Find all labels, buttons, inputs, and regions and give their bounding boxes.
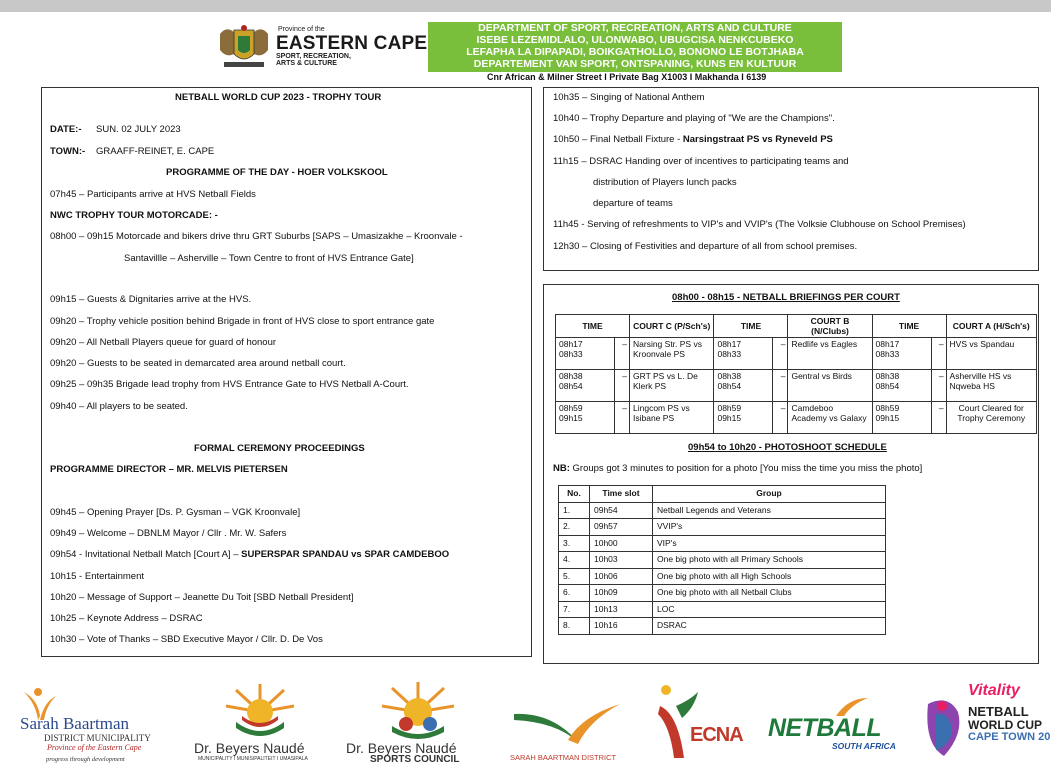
time-cell (556, 402, 615, 434)
time-slot-cell: 10h06 (590, 568, 653, 585)
motorcade-heading: NWC TROPHY TOUR MOTORCADE: - (50, 210, 218, 221)
dsrac-line-1: 11h15 – DSRAC Handing over of incentives to participating teams and (553, 156, 849, 167)
ecna-text: ECNA (690, 724, 743, 746)
dept-line-3: LEFAPHA LA DIPAPADI, BOIKGATHOLLO, BONONO LE BOTJHABA (466, 46, 804, 58)
no-cell: 2. (559, 519, 590, 536)
no-cell: 8. (559, 618, 590, 635)
town-value: GRAAFF-REINET, E. CAPE (96, 146, 215, 157)
group-cell: VIP's (653, 535, 886, 552)
schedule-item: 09h40 – All players to be seated. (50, 401, 188, 412)
arrive-item: 07h45 – Participants arrive at HVS Netball Fields (50, 189, 256, 200)
motorcade-line-2: Santavillle – Asherville – Town Centre to front of HVS Entrance Gate] (124, 253, 414, 264)
sb-province: Province of the Eastern Cape (47, 743, 142, 752)
no-cell: 7. (559, 601, 590, 618)
schedule-item: 09h15 – Guests & Dignitaries arrive at the HVS. (50, 294, 252, 305)
sports-sun-icon (378, 680, 458, 740)
dash-cell: – (931, 338, 946, 370)
time-end: 09h15 (717, 413, 742, 423)
time-end: 08h54 (717, 381, 742, 391)
world-cup-mark-icon (918, 694, 968, 764)
vitality-text: Vitality (968, 682, 1020, 699)
programme-director: PROGRAMME DIRECTOR – MR. MELVIS PIETERSEN (50, 464, 288, 475)
fixture-teams: Narsingstraat PS vs Ryneveld PS (682, 134, 833, 145)
court-a-cell: Asherville HS vs Nqweba HS (946, 370, 1036, 402)
ceremony-match (50, 549, 449, 561)
anthem-item: 10h35 – Singing of National Anthem (553, 92, 705, 103)
no-cell: 5. (559, 568, 590, 585)
page-title: NETBALL WORLD CUP 2023 - TROPHY TOUR (175, 92, 382, 103)
nb-text: Groups got 3 minutes to position for a photo [You miss the time you miss the photo] (569, 463, 923, 474)
time-end: 08h33 (559, 349, 583, 359)
court-a-cell: Court Cleared for Trophy Ceremony (946, 402, 1036, 434)
nwc-line-1: NETBALL (968, 704, 1029, 719)
ecna-logo (650, 684, 750, 764)
group-cell: DSRAC (653, 618, 886, 635)
top-gray-bar (0, 0, 1051, 12)
time-cell (714, 338, 773, 370)
sb-name: Sarah Baartman (20, 714, 130, 733)
address: Cnr African & Milner Street I Private Bag X1003 I Makhanda I 6139 (487, 72, 767, 82)
time-slot-cell: 10h09 (590, 585, 653, 602)
dash-cell: – (615, 338, 630, 370)
briefings-title: 08h00 - 08h15 - NETBALL BRIEFINGS PER COURT (672, 292, 900, 303)
ceremony-entertainment: 10h15 - Entertainment (50, 571, 145, 582)
time-slot-cell: 09h54 (590, 502, 653, 519)
schedule-item: 09h20 – Trophy vehicle position behind Brigade in front of HVS close to sport entrance gate (50, 316, 435, 327)
photoshoot-title: 09h54 to 10h20 - PHOTOSHOOT SCHEDULE (688, 442, 887, 453)
match-teams: SUPERSPAR SPANDAU vs SPAR CAMDEBOO (241, 549, 450, 560)
netball-text: NETBALL (768, 714, 882, 742)
header-court-b: COURT B (N/Clubs) (788, 315, 872, 338)
table-row (556, 370, 1037, 402)
beyers-naude-sports-council-logo (344, 678, 494, 764)
province-small-label: Province of the (278, 26, 325, 33)
sb-tagline: progress through development (46, 756, 125, 763)
ceremony-support: 10h20 – Message of Support – Jeanette Du Toit [SBD Netball President] (50, 592, 354, 603)
dept-line-1: DEPARTMENT OF SPORT, RECREATION, ARTS AND CULTURE (478, 22, 792, 34)
time-slot-cell: 09h57 (590, 519, 653, 536)
sun-crest-icon (222, 682, 298, 738)
nwc-line-3: CAPE TOWN 20 (968, 731, 1051, 743)
netball-player-icon (654, 684, 704, 760)
province-name: EASTERN CAPE (276, 33, 428, 54)
time-start: 08h59 (717, 403, 742, 413)
province-sub-2: ARTS & CULTURE (276, 60, 337, 67)
time-slot-cell: 10h00 (590, 535, 653, 552)
time-end: 08h54 (875, 381, 900, 391)
bn-sports-name: Dr. Beyers Naudé (346, 740, 457, 756)
time-slot-cell: 10h03 (590, 552, 653, 569)
bn-sports-sub: SPORTS COUNCIL (370, 754, 460, 765)
time-start: 08h38 (717, 371, 742, 381)
header-no: No. (559, 486, 590, 503)
briefings-table (555, 314, 1037, 434)
table-row (559, 519, 886, 536)
closing-item: 12h30 – Closing of Festivities and departure of all from school premises. (553, 241, 858, 252)
dash-cell: – (773, 338, 788, 370)
briefings-header-row (556, 315, 1037, 338)
table-row (559, 568, 886, 585)
court-b-cell: Gentral vs Birds (788, 370, 872, 402)
no-cell: 6. (559, 585, 590, 602)
table-row (559, 618, 886, 635)
date-label: DATE:- (50, 124, 82, 135)
photoshoot-note (553, 463, 922, 475)
sarah-baartman-logo (14, 684, 184, 764)
sarah-baartman-district-logo (508, 694, 628, 764)
header-time-slot: Time slot (590, 486, 653, 503)
header-time: TIME (872, 315, 946, 338)
time-cell (714, 402, 773, 434)
sbd-name: SARAH BAARTMAN DISTRICT (510, 753, 617, 762)
ceremony-heading: FORMAL CEREMONY PROCEEDINGS (194, 443, 365, 454)
province-sub-1: SPORT, RECREATION, (276, 53, 351, 60)
town-label: TOWN:- (50, 146, 86, 157)
no-cell: 4. (559, 552, 590, 569)
time-cell (714, 370, 773, 402)
dsrac-line-2: distribution of Players lunch packs (593, 177, 737, 188)
time-end: 08h33 (717, 349, 742, 359)
dept-line-2: ISEBE LEZEMIDLALO, ULONWABO, UBUGCISA NENKCUBEKO (476, 34, 794, 46)
time-cell (872, 338, 931, 370)
no-cell: 1. (559, 502, 590, 519)
netball-sa-logo (766, 696, 906, 764)
dash-cell: – (615, 370, 630, 402)
schedule-item: 09h25 – 09h35 Brigade lead trophy from HVS Entrance Gate to HVS Netball A-Court. (50, 379, 409, 390)
match-prefix: 09h54 - Invitational Netball Match [Court A] – (50, 549, 242, 560)
time-cell (556, 370, 615, 402)
group-cell: Netball Legends and Veterans (653, 502, 886, 519)
nwc-line-2: WORLD CUP (968, 718, 1042, 732)
court-b-cell: Camdeboo Academy vs Galaxy (788, 402, 872, 434)
dash-cell: – (773, 402, 788, 434)
photo-header-row (559, 486, 886, 503)
court-b-cell: Redlife vs Eagles (788, 338, 872, 370)
court-c-cell: Lingcom PS vs Isibane PS (630, 402, 714, 434)
table-row (559, 552, 886, 569)
table-row (556, 402, 1037, 434)
group-cell: One big photo with all Primary Schools (653, 552, 886, 569)
table-row (559, 585, 886, 602)
time-cell (872, 370, 931, 402)
province-logo (276, 26, 427, 67)
fixture-prefix: 10h50 – Final Netball Fixture - (553, 134, 683, 145)
bn-muni-name: Dr. Beyers Naudé (194, 740, 305, 756)
table-row (556, 338, 1037, 370)
ceremony-welcome: 09h49 – Welcome – DBNLM Mayor / Cllr . Mr. W. Safers (50, 528, 287, 539)
dash-cell: – (773, 370, 788, 402)
schedule-item: 09h20 – All Netball Players queue for guard of honour (50, 337, 277, 348)
time-slot-cell: 10h13 (590, 601, 653, 618)
ceremony-thanks: 10h30 – Vote of Thanks – SBD Executive Mayor / Cllr. D. De Vos (50, 634, 323, 645)
header-court-a: COURT A (H/Sch's) (946, 315, 1036, 338)
time-start: 08h17 (559, 339, 583, 349)
time-start: 08h17 (875, 339, 900, 349)
dash-cell: – (931, 370, 946, 402)
time-cell (556, 338, 615, 370)
header-group: Group (653, 486, 886, 503)
time-start: 08h59 (875, 403, 900, 413)
group-cell: LOC (653, 601, 886, 618)
time-cell (872, 402, 931, 434)
photoshoot-table (558, 485, 886, 635)
coat-of-arms-icon (216, 24, 272, 70)
time-start: 08h38 (875, 371, 900, 381)
department-banner (428, 22, 842, 72)
time-end: 09h15 (559, 413, 583, 423)
time-start: 08h38 (559, 371, 583, 381)
court-c-cell: Narsing Str. PS vs Kroonvale PS (630, 338, 714, 370)
table-row (559, 502, 886, 519)
fixture-item (553, 134, 833, 146)
motorcade-line-1: 08h00 – 09h15 Motorcade and bikers drive thru GRT Suburbs [SAPS – Umasizakhe – Kroonvale - (50, 231, 463, 242)
table-row (559, 601, 886, 618)
court-c-cell: GRT PS vs L. De Klerk PS (630, 370, 714, 402)
dash-cell: – (615, 402, 630, 434)
court-a-cell: HVS vs Spandau (946, 338, 1036, 370)
time-start: 08h59 (559, 403, 583, 413)
time-end: 09h15 (875, 413, 900, 423)
group-cell: One big photo with all Netball Clubs (653, 585, 886, 602)
header-court-c: COURT C (P/Sch's) (630, 315, 714, 338)
netball-sub: SOUTH AFRICA (832, 741, 896, 751)
date-value: SUN. 02 JULY 2023 (96, 124, 181, 135)
ceremony-keynote: 10h25 – Keynote Address – DSRAC (50, 613, 203, 624)
dash-cell: – (931, 402, 946, 434)
table-row (559, 535, 886, 552)
programme-heading: PROGRAMME OF THE DAY - HOER VOLKSKOOL (166, 167, 388, 178)
time-end: 08h54 (559, 381, 583, 391)
group-cell: One big photo with all High Schools (653, 568, 886, 585)
refreshments-item: 11h45 - Serving of refreshments to VIP's and VVIP's (The Volksie Clubhouse on School Premises) (553, 219, 966, 230)
sb-dm: DISTRICT MUNICIPALITY (44, 733, 151, 743)
netball-world-cup-logo (918, 680, 1051, 764)
ceremony-prayer: 09h45 – Opening Prayer [Ds. P. Gysman – VGK Kroonvale] (50, 507, 301, 518)
time-start: 08h17 (717, 339, 742, 349)
dsrac-line-3: departure of teams (593, 198, 673, 209)
departure-item: 10h40 – Trophy Departure and playing of "We are the Champions". (553, 113, 835, 124)
time-slot-cell: 10h16 (590, 618, 653, 635)
sponsor-logos (0, 676, 1051, 765)
time-end: 08h33 (875, 349, 900, 359)
nb-label: NB: (553, 463, 570, 474)
dept-line-4: DEPARTEMENT VAN SPORT, ONTSPANING, KUNS EN KULTUUR (473, 58, 797, 70)
group-cell: VVIP's (653, 519, 886, 536)
bn-muni-sub: MUNICIPALITY I MUNISIPALITEIT I UMASIPALA (198, 756, 308, 762)
beyers-naude-municipality-logo (192, 680, 332, 764)
header-time: TIME (556, 315, 630, 338)
schedule-item: 09h20 – Guests to be seated in demarcated area around netball court. (50, 358, 346, 369)
header-time: TIME (714, 315, 788, 338)
swoosh-icon (512, 698, 622, 748)
no-cell: 3. (559, 535, 590, 552)
